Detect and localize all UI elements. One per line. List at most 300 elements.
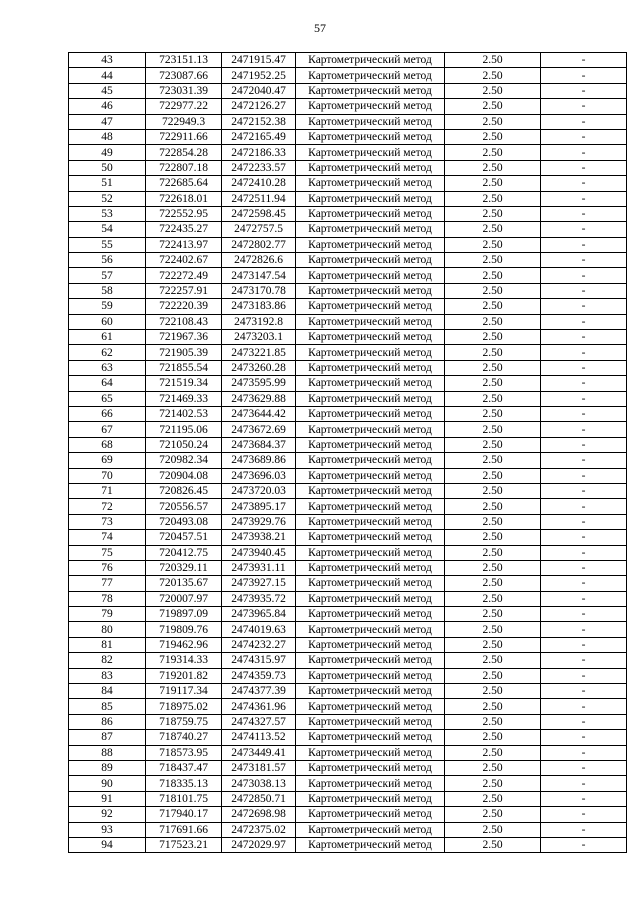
x-coordinate-cell: 718101.75 [146, 791, 222, 806]
error-cell: 2.50 [445, 453, 541, 468]
point-number-cell: 46 [69, 99, 146, 114]
method-cell: Картометрический метод [296, 514, 445, 529]
point-number-cell: 62 [69, 345, 146, 360]
x-coordinate-cell: 720412.75 [146, 545, 222, 560]
method-cell: Картометрический метод [296, 83, 445, 98]
x-coordinate-cell: 723151.13 [146, 53, 222, 68]
table-row [69, 837, 627, 852]
x-coordinate-cell: 718740.27 [146, 730, 222, 745]
x-coordinate-cell: 720982.34 [146, 453, 222, 468]
point-number-cell: 86 [69, 714, 146, 729]
y-coordinate-cell: 2471915.47 [222, 53, 296, 68]
error-cell: 2.50 [445, 699, 541, 714]
method-cell: Картометрический метод [296, 345, 445, 360]
method-cell: Картометрический метод [296, 437, 445, 452]
error-cell: 2.50 [445, 684, 541, 699]
x-coordinate-cell: 718437.47 [146, 760, 222, 775]
method-cell: Картометрический метод [296, 530, 445, 545]
table-row [69, 314, 627, 329]
method-cell: Картометрический метод [296, 622, 445, 637]
x-coordinate-cell: 721855.54 [146, 360, 222, 375]
y-coordinate-cell: 2473192.8 [222, 314, 296, 329]
point-number-cell: 43 [69, 53, 146, 68]
point-number-cell: 57 [69, 268, 146, 283]
y-coordinate-cell: 2472186.33 [222, 145, 296, 160]
table-row [69, 791, 627, 806]
description-cell: - [541, 83, 627, 98]
y-coordinate-cell: 2473895.17 [222, 499, 296, 514]
method-cell: Картометрический метод [296, 176, 445, 191]
error-cell: 2.50 [445, 499, 541, 514]
y-coordinate-cell: 2473170.78 [222, 283, 296, 298]
point-number-cell: 84 [69, 684, 146, 699]
error-cell: 2.50 [445, 714, 541, 729]
method-cell: Картометрический метод [296, 637, 445, 652]
method-cell: Картометрический метод [296, 299, 445, 314]
x-coordinate-cell: 722435.27 [146, 222, 222, 237]
description-cell: - [541, 745, 627, 760]
description-cell: - [541, 668, 627, 683]
y-coordinate-cell: 2473147.54 [222, 268, 296, 283]
table-row [69, 176, 627, 191]
table-row [69, 83, 627, 98]
table-row [69, 745, 627, 760]
point-number-cell: 59 [69, 299, 146, 314]
method-cell: Картометрический метод [296, 68, 445, 83]
point-number-cell: 53 [69, 206, 146, 221]
method-cell: Картометрический метод [296, 745, 445, 760]
description-cell: - [541, 483, 627, 498]
table-row [69, 299, 627, 314]
method-cell: Картометрический метод [296, 807, 445, 822]
error-cell: 2.50 [445, 314, 541, 329]
description-cell: - [541, 191, 627, 206]
method-cell: Картометрический метод [296, 684, 445, 699]
table-row [69, 391, 627, 406]
method-cell: Картометрический метод [296, 776, 445, 791]
description-cell: - [541, 253, 627, 268]
description-cell: - [541, 222, 627, 237]
description-cell: - [541, 237, 627, 252]
y-coordinate-cell: 2473929.76 [222, 514, 296, 529]
x-coordinate-cell: 721050.24 [146, 437, 222, 452]
y-coordinate-cell: 2472410.28 [222, 176, 296, 191]
method-cell: Картометрический метод [296, 653, 445, 668]
point-number-cell: 65 [69, 391, 146, 406]
error-cell: 2.50 [445, 822, 541, 837]
y-coordinate-cell: 2473696.03 [222, 468, 296, 483]
point-number-cell: 87 [69, 730, 146, 745]
error-cell: 2.50 [445, 730, 541, 745]
description-cell: - [541, 160, 627, 175]
error-cell: 2.50 [445, 406, 541, 421]
x-coordinate-cell: 719117.34 [146, 684, 222, 699]
error-cell: 2.50 [445, 637, 541, 652]
y-coordinate-cell: 2471952.25 [222, 68, 296, 83]
description-cell: - [541, 145, 627, 160]
table-row [69, 345, 627, 360]
x-coordinate-cell: 722949.3 [146, 114, 222, 129]
table-row [69, 514, 627, 529]
description-cell: - [541, 406, 627, 421]
y-coordinate-cell: 2472698.98 [222, 807, 296, 822]
method-cell: Картометрический метод [296, 253, 445, 268]
table-row [69, 253, 627, 268]
method-cell: Картометрический метод [296, 268, 445, 283]
table-row [69, 622, 627, 637]
point-number-cell: 69 [69, 453, 146, 468]
x-coordinate-cell: 720329.11 [146, 560, 222, 575]
point-number-cell: 68 [69, 437, 146, 452]
x-coordinate-cell: 718975.02 [146, 699, 222, 714]
table-row [69, 129, 627, 144]
method-cell: Картометрический метод [296, 499, 445, 514]
description-cell: - [541, 68, 627, 83]
method-cell: Картометрический метод [296, 545, 445, 560]
table-row [69, 668, 627, 683]
description-cell: - [541, 268, 627, 283]
method-cell: Картометрический метод [296, 730, 445, 745]
y-coordinate-cell: 2474113.52 [222, 730, 296, 745]
x-coordinate-cell: 722220.39 [146, 299, 222, 314]
method-cell: Картометрический метод [296, 714, 445, 729]
error-cell: 2.50 [445, 576, 541, 591]
y-coordinate-cell: 2473927.15 [222, 576, 296, 591]
error-cell: 2.50 [445, 530, 541, 545]
point-number-cell: 45 [69, 83, 146, 98]
table-row [69, 437, 627, 452]
method-cell: Картометрический метод [296, 391, 445, 406]
table-row [69, 760, 627, 775]
point-number-cell: 94 [69, 837, 146, 852]
x-coordinate-cell: 722685.64 [146, 176, 222, 191]
y-coordinate-cell: 2473938.21 [222, 530, 296, 545]
table-row [69, 684, 627, 699]
point-number-cell: 60 [69, 314, 146, 329]
description-cell: - [541, 114, 627, 129]
table-row [69, 376, 627, 391]
description-cell: - [541, 299, 627, 314]
y-coordinate-cell: 2472511.94 [222, 191, 296, 206]
point-number-cell: 66 [69, 406, 146, 421]
y-coordinate-cell: 2473038.13 [222, 776, 296, 791]
point-number-cell: 67 [69, 422, 146, 437]
description-cell: - [541, 622, 627, 637]
page-number: 57 [314, 21, 326, 35]
x-coordinate-cell: 722108.43 [146, 314, 222, 329]
description-cell: - [541, 699, 627, 714]
error-cell: 2.50 [445, 776, 541, 791]
description-cell: - [541, 530, 627, 545]
table-row [69, 114, 627, 129]
y-coordinate-cell: 2474361.96 [222, 699, 296, 714]
method-cell: Картометрический метод [296, 360, 445, 375]
description-cell: - [541, 760, 627, 775]
table-row [69, 730, 627, 745]
table-row [69, 237, 627, 252]
table-row [69, 545, 627, 560]
y-coordinate-cell: 2474377.39 [222, 684, 296, 699]
method-cell: Картометрический метод [296, 422, 445, 437]
description-cell: - [541, 330, 627, 345]
x-coordinate-cell: 721195.06 [146, 422, 222, 437]
point-number-cell: 50 [69, 160, 146, 175]
description-cell: - [541, 607, 627, 622]
coordinates-table [68, 52, 627, 853]
x-coordinate-cell: 722977.22 [146, 99, 222, 114]
point-number-cell: 79 [69, 607, 146, 622]
point-number-cell: 64 [69, 376, 146, 391]
y-coordinate-cell: 2473644.42 [222, 406, 296, 421]
description-cell: - [541, 129, 627, 144]
point-number-cell: 58 [69, 283, 146, 298]
method-cell: Картометрический метод [296, 99, 445, 114]
table-row [69, 99, 627, 114]
error-cell: 2.50 [445, 99, 541, 114]
y-coordinate-cell: 2472152.38 [222, 114, 296, 129]
method-cell: Картометрический метод [296, 53, 445, 68]
x-coordinate-cell: 717523.21 [146, 837, 222, 852]
description-cell: - [541, 314, 627, 329]
point-number-cell: 80 [69, 622, 146, 637]
table-row [69, 714, 627, 729]
point-number-cell: 89 [69, 760, 146, 775]
method-cell: Картометрический метод [296, 314, 445, 329]
error-cell: 2.50 [445, 237, 541, 252]
point-number-cell: 49 [69, 145, 146, 160]
y-coordinate-cell: 2474315.97 [222, 653, 296, 668]
method-cell: Картометрический метод [296, 576, 445, 591]
method-cell: Картометрический метод [296, 607, 445, 622]
method-cell: Картометрический метод [296, 406, 445, 421]
y-coordinate-cell: 2474232.27 [222, 637, 296, 652]
method-cell: Картометрический метод [296, 376, 445, 391]
error-cell: 2.50 [445, 160, 541, 175]
method-cell: Картометрический метод [296, 760, 445, 775]
description-cell: - [541, 345, 627, 360]
description-cell: - [541, 730, 627, 745]
y-coordinate-cell: 2472233.57 [222, 160, 296, 175]
method-cell: Картометрический метод [296, 822, 445, 837]
description-cell: - [541, 591, 627, 606]
table-row [69, 53, 627, 68]
y-coordinate-cell: 2473689.86 [222, 453, 296, 468]
error-cell: 2.50 [445, 53, 541, 68]
table-row [69, 468, 627, 483]
error-cell: 2.50 [445, 129, 541, 144]
y-coordinate-cell: 2472165.49 [222, 129, 296, 144]
point-number-cell: 76 [69, 560, 146, 575]
y-coordinate-cell: 2472598.45 [222, 206, 296, 221]
method-cell: Картометрический метод [296, 468, 445, 483]
x-coordinate-cell: 720556.57 [146, 499, 222, 514]
x-coordinate-cell: 719462.96 [146, 637, 222, 652]
point-number-cell: 72 [69, 499, 146, 514]
x-coordinate-cell: 722911.66 [146, 129, 222, 144]
error-cell: 2.50 [445, 668, 541, 683]
y-coordinate-cell: 2473449.41 [222, 745, 296, 760]
description-cell: - [541, 453, 627, 468]
y-coordinate-cell: 2473595.99 [222, 376, 296, 391]
table-row [69, 591, 627, 606]
point-number-cell: 70 [69, 468, 146, 483]
description-cell: - [541, 176, 627, 191]
x-coordinate-cell: 722854.28 [146, 145, 222, 160]
description-cell: - [541, 822, 627, 837]
y-coordinate-cell: 2473629.88 [222, 391, 296, 406]
x-coordinate-cell: 719897.09 [146, 607, 222, 622]
x-coordinate-cell: 720493.08 [146, 514, 222, 529]
method-cell: Картометрический метод [296, 237, 445, 252]
description-cell: - [541, 514, 627, 529]
point-number-cell: 93 [69, 822, 146, 837]
point-number-cell: 91 [69, 791, 146, 806]
error-cell: 2.50 [445, 268, 541, 283]
error-cell: 2.50 [445, 591, 541, 606]
method-cell: Картометрический метод [296, 453, 445, 468]
table-row [69, 422, 627, 437]
y-coordinate-cell: 2473935.72 [222, 591, 296, 606]
error-cell: 2.50 [445, 622, 541, 637]
y-coordinate-cell: 2472040.47 [222, 83, 296, 98]
point-number-cell: 56 [69, 253, 146, 268]
table-row [69, 191, 627, 206]
error-cell: 2.50 [445, 468, 541, 483]
x-coordinate-cell: 717940.17 [146, 807, 222, 822]
error-cell: 2.50 [445, 437, 541, 452]
y-coordinate-cell: 2474359.73 [222, 668, 296, 683]
method-cell: Картометрический метод [296, 591, 445, 606]
description-cell: - [541, 360, 627, 375]
description-cell: - [541, 53, 627, 68]
y-coordinate-cell: 2473720.03 [222, 483, 296, 498]
x-coordinate-cell: 718759.75 [146, 714, 222, 729]
description-cell: - [541, 499, 627, 514]
x-coordinate-cell: 719809.76 [146, 622, 222, 637]
y-coordinate-cell: 2472850.71 [222, 791, 296, 806]
method-cell: Картометрический метод [296, 483, 445, 498]
point-number-cell: 71 [69, 483, 146, 498]
error-cell: 2.50 [445, 560, 541, 575]
description-cell: - [541, 684, 627, 699]
error-cell: 2.50 [445, 222, 541, 237]
point-number-cell: 51 [69, 176, 146, 191]
x-coordinate-cell: 720826.45 [146, 483, 222, 498]
x-coordinate-cell: 721469.33 [146, 391, 222, 406]
table-row [69, 360, 627, 375]
y-coordinate-cell: 2472126.27 [222, 99, 296, 114]
point-number-cell: 73 [69, 514, 146, 529]
table-row [69, 68, 627, 83]
x-coordinate-cell: 722257.91 [146, 283, 222, 298]
table-row [69, 607, 627, 622]
table-row [69, 653, 627, 668]
x-coordinate-cell: 722402.67 [146, 253, 222, 268]
point-number-cell: 52 [69, 191, 146, 206]
description-cell: - [541, 791, 627, 806]
y-coordinate-cell: 2472826.6 [222, 253, 296, 268]
point-number-cell: 74 [69, 530, 146, 545]
table-row [69, 699, 627, 714]
y-coordinate-cell: 2473203.1 [222, 330, 296, 345]
point-number-cell: 92 [69, 807, 146, 822]
table-row [69, 807, 627, 822]
y-coordinate-cell: 2474327.57 [222, 714, 296, 729]
method-cell: Картометрический метод [296, 114, 445, 129]
x-coordinate-cell: 720904.08 [146, 468, 222, 483]
table-row [69, 483, 627, 498]
error-cell: 2.50 [445, 206, 541, 221]
y-coordinate-cell: 2473940.45 [222, 545, 296, 560]
y-coordinate-cell: 2473672.69 [222, 422, 296, 437]
method-cell: Картометрический метод [296, 330, 445, 345]
method-cell: Картометрический метод [296, 283, 445, 298]
method-cell: Картометрический метод [296, 145, 445, 160]
x-coordinate-cell: 723087.66 [146, 68, 222, 83]
error-cell: 2.50 [445, 253, 541, 268]
method-cell: Картометрический метод [296, 129, 445, 144]
y-coordinate-cell: 2472375.02 [222, 822, 296, 837]
point-number-cell: 75 [69, 545, 146, 560]
description-cell: - [541, 376, 627, 391]
method-cell: Картометрический метод [296, 222, 445, 237]
method-cell: Картометрический метод [296, 668, 445, 683]
x-coordinate-cell: 721402.53 [146, 406, 222, 421]
point-number-cell: 81 [69, 637, 146, 652]
point-number-cell: 82 [69, 653, 146, 668]
error-cell: 2.50 [445, 345, 541, 360]
y-coordinate-cell: 2472757.5 [222, 222, 296, 237]
error-cell: 2.50 [445, 807, 541, 822]
error-cell: 2.50 [445, 299, 541, 314]
method-cell: Картометрический метод [296, 699, 445, 714]
error-cell: 2.50 [445, 837, 541, 852]
point-number-cell: 47 [69, 114, 146, 129]
y-coordinate-cell: 2473181.57 [222, 760, 296, 775]
table-row [69, 576, 627, 591]
x-coordinate-cell: 717691.66 [146, 822, 222, 837]
error-cell: 2.50 [445, 760, 541, 775]
error-cell: 2.50 [445, 745, 541, 760]
table-row [69, 268, 627, 283]
table-row [69, 560, 627, 575]
description-cell: - [541, 468, 627, 483]
error-cell: 2.50 [445, 283, 541, 298]
method-cell: Картометрический метод [296, 837, 445, 852]
table-row [69, 330, 627, 345]
description-cell: - [541, 714, 627, 729]
description-cell: - [541, 807, 627, 822]
table-row [69, 160, 627, 175]
error-cell: 2.50 [445, 114, 541, 129]
description-cell: - [541, 576, 627, 591]
y-coordinate-cell: 2473221.85 [222, 345, 296, 360]
table-row [69, 499, 627, 514]
error-cell: 2.50 [445, 514, 541, 529]
table-row [69, 822, 627, 837]
error-cell: 2.50 [445, 330, 541, 345]
x-coordinate-cell: 718335.13 [146, 776, 222, 791]
description-cell: - [541, 560, 627, 575]
point-number-cell: 61 [69, 330, 146, 345]
point-number-cell: 44 [69, 68, 146, 83]
error-cell: 2.50 [445, 483, 541, 498]
error-cell: 2.50 [445, 607, 541, 622]
error-cell: 2.50 [445, 360, 541, 375]
table-row [69, 776, 627, 791]
point-number-cell: 63 [69, 360, 146, 375]
table-row [69, 283, 627, 298]
